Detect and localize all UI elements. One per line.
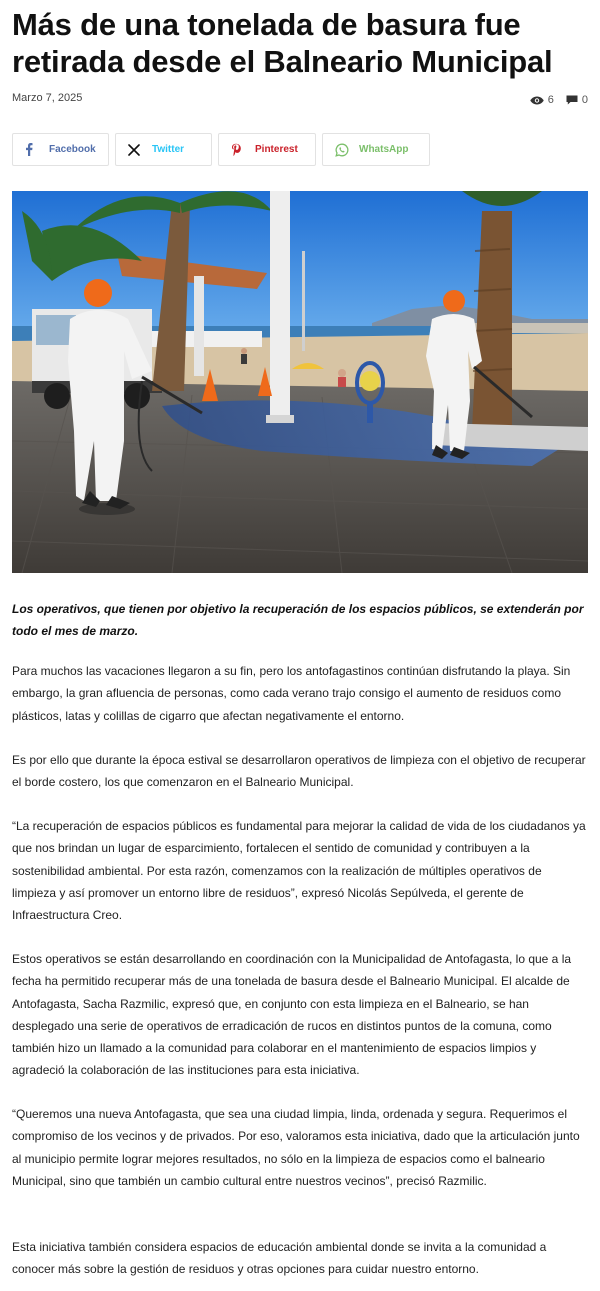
share-whatsapp-label: WhatsApp [359, 144, 409, 155]
comments-count[interactable] [566, 94, 588, 106]
share-buttons [12, 133, 430, 166]
views-count [530, 94, 554, 106]
comment-icon [566, 95, 578, 105]
paragraph-1: Para muchos las vacaciones llegaron a su fin, pero los antofagastinos continúan disfrutando la playa. Sin embargo, la gran afluencia de personas, como cada verano trajo consigo el aumento de residuos como plásticos, latas y colillas de cigarro que afectan negativamente el entorno. [12, 664, 571, 723]
article-date: Marzo 7, 2025 [12, 92, 83, 104]
paragraph-5: “Queremos una nueva Antofagasta, que sea una ciudad limpia, linda, ordenada y segura. Requerimos el compromiso de los vecinos y de privados. Por eso, valoramos esta iniciativa, dado que la articulación junto al municipio permite lograr mejores resultados, no sólo en la limpieza de espacios como el balneario Municipal, sino que también un cambio cultural entre nuestros vecinos”, precisó Razmilic. [12, 1107, 580, 1188]
pinterest-icon [231, 143, 255, 156]
article-lead: Los operativos, que tienen por objetivo la recuperación de los espacios públicos, se extenderán por todo el mes de marzo. [12, 602, 584, 638]
article-stats [530, 94, 588, 106]
share-pinterest-label: Pinterest [255, 144, 298, 155]
share-twitter-button[interactable] [115, 133, 212, 166]
paragraph-6: Esta iniciativa también considera espacios de educación ambiental donde se invita a la comunidad a conocer más sobre la gestión de residuos y otras opciones para cuidar nuestro entorno. [12, 1240, 547, 1277]
share-twitter-label: Twitter [152, 144, 185, 155]
paragraph-3: “La recuperación de espacios públicos es fundamental para mejorar la calidad de vida de los ciudadanos ya que nos brindan un lugar de esparcimiento, fortalecen el sentido de comunidad y contribuyen a la sostenibilidad ambiental. Por esta razón, comenzamos con la realización de múltiples operativos de limpieza y así promover un entorno libre de residuos”, expresó Nicolás Sepúlveda, el gerente de Infraestructura Creo. [12, 819, 586, 923]
x-icon [128, 144, 152, 156]
beach-cleaning-photo [12, 191, 588, 573]
views-value: 6 [547, 94, 554, 106]
whatsapp-icon [335, 143, 359, 157]
article-hero-image [12, 191, 588, 573]
facebook-icon [25, 143, 49, 156]
share-facebook-button[interactable] [12, 133, 109, 166]
article-title: Más de una tonelada de basura fue retirada desde el Balneario Municipal [12, 7, 553, 79]
eye-icon [530, 96, 544, 105]
comments-value: 0 [581, 94, 588, 106]
paragraph-2: Es por ello que durante la época estival se desarrollaron operativos de limpieza con el objetivo de recuperar el borde costero, los que comenzaron en el Balneario Municipal. [12, 753, 586, 790]
share-facebook-label: Facebook [49, 144, 96, 155]
share-pinterest-button[interactable] [218, 133, 316, 166]
share-whatsapp-button[interactable] [322, 133, 430, 166]
paragraph-4: Estos operativos se están desarrollando en coordinación con la Municipalidad de Antofagasta, lo que a la fecha ha permitido recuperar más de una tonelada de basura desde el Balneario Municipal. El alcalde de Antofagasta, Sacha Razmilic, expresó que, en conjunto con esta limpieza en el Balneario, se han desplegado una serie de operativos de erradicación de rucos en distintos puntos de la comuna, como también hizo un llamado a la comunidad para colaborar en el mantenimiento de espacios limpios y agradeció la colaboración de las instituciones para esta iniciativa. [12, 952, 572, 1078]
